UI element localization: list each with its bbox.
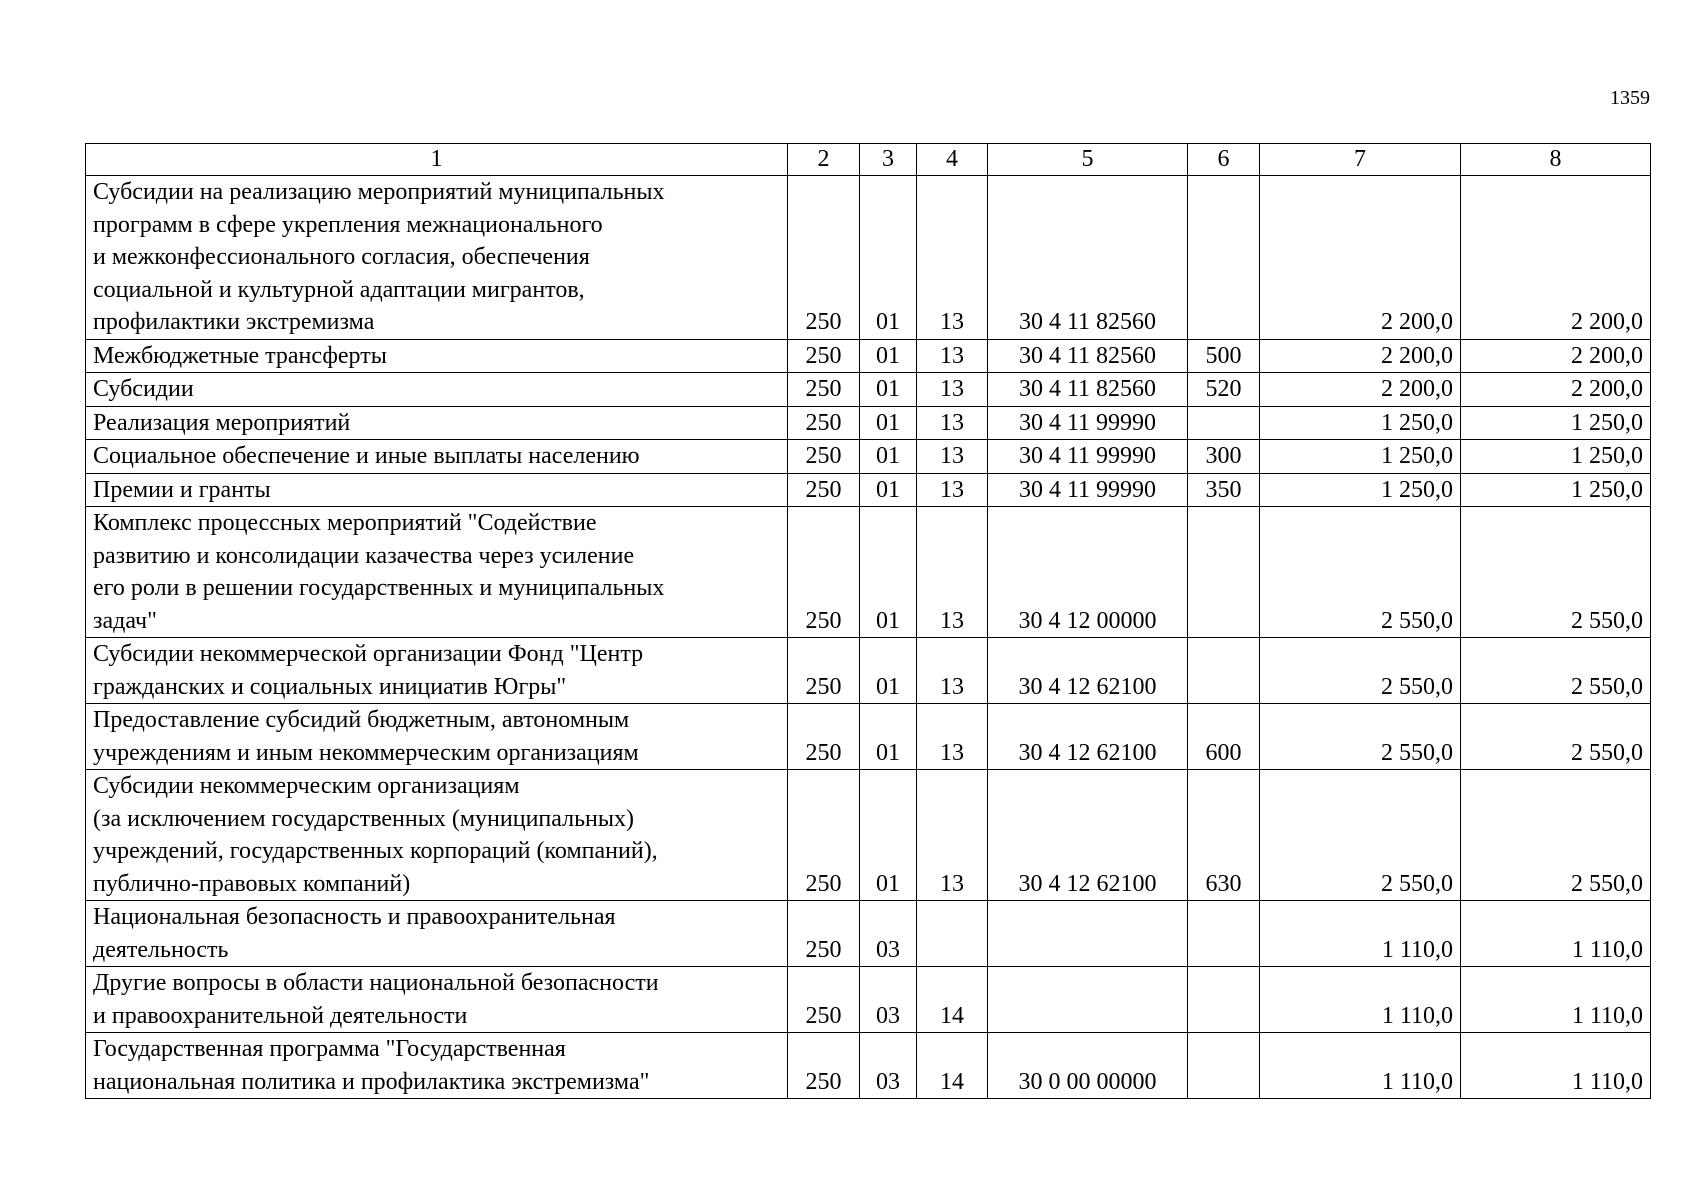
admin-code-cell: 250 (788, 704, 860, 770)
target-article-cell: 30 4 11 82560 (988, 373, 1188, 407)
column-header: 6 (1188, 144, 1260, 176)
column-header: 1 (86, 144, 788, 176)
budget-table (85, 143, 1651, 1099)
subsection-code-cell: 14 (917, 967, 988, 1033)
amount-col8-cell: 1 250,0 (1461, 406, 1651, 440)
amount-col7-cell: 2 550,0 (1260, 638, 1461, 704)
target-article-cell: 30 4 11 82560 (988, 176, 1188, 340)
amount-col7-cell: 2 200,0 (1260, 339, 1461, 373)
amount-col8-cell: 2 200,0 (1461, 373, 1651, 407)
target-article-cell: 30 0 00 00000 (988, 1033, 1188, 1099)
admin-code-cell: 250 (788, 339, 860, 373)
admin-code-cell: 250 (788, 1033, 860, 1099)
expense-type-cell: 350 (1188, 473, 1260, 507)
amount-col8-cell: 1 110,0 (1461, 967, 1651, 1033)
row-name-cell: Субсидии (86, 373, 788, 407)
column-header: 3 (860, 144, 917, 176)
table-row (86, 373, 1651, 407)
amount-col7-cell: 2 550,0 (1260, 704, 1461, 770)
expense-type-cell: 300 (1188, 440, 1260, 474)
table-row (86, 339, 1651, 373)
subsection-code-cell: 13 (917, 339, 988, 373)
expense-type-cell: 500 (1188, 339, 1260, 373)
section-code-cell: 01 (860, 638, 917, 704)
target-article-cell: 30 4 11 82560 (988, 339, 1188, 373)
table-row (86, 704, 1651, 770)
amount-col8-cell: 1 250,0 (1461, 473, 1651, 507)
amount-col8-cell: 2 200,0 (1461, 339, 1651, 373)
amount-col7-cell: 1 110,0 (1260, 967, 1461, 1033)
column-header: 4 (917, 144, 988, 176)
amount-col7-cell: 1 110,0 (1260, 901, 1461, 967)
row-name-cell: Государственная программа "Государственная национальная политика и профилактика экстремизма" (86, 1033, 788, 1099)
table-row (86, 901, 1651, 967)
amount-col7-cell: 1 110,0 (1260, 1033, 1461, 1099)
subsection-code-cell: 13 (917, 473, 988, 507)
admin-code-cell: 250 (788, 406, 860, 440)
row-name-cell: Другие вопросы в области национальной безопасности и правоохранительной деятельности (86, 967, 788, 1033)
section-code-cell: 03 (860, 901, 917, 967)
expense-type-cell (1188, 176, 1260, 340)
table-row (86, 770, 1651, 901)
column-header: 8 (1461, 144, 1651, 176)
admin-code-cell: 250 (788, 967, 860, 1033)
amount-col8-cell: 2 550,0 (1461, 770, 1651, 901)
expense-type-cell (1188, 1033, 1260, 1099)
target-article-cell (988, 967, 1188, 1033)
section-code-cell: 01 (860, 770, 917, 901)
page-number: 1359 (1610, 87, 1650, 109)
admin-code-cell: 250 (788, 373, 860, 407)
section-code-cell: 01 (860, 339, 917, 373)
row-name-cell: Премии и гранты (86, 473, 788, 507)
table-row (86, 176, 1651, 340)
amount-col8-cell: 2 200,0 (1461, 176, 1651, 340)
subsection-code-cell: 13 (917, 638, 988, 704)
table-row (86, 473, 1651, 507)
admin-code-cell: 250 (788, 176, 860, 340)
expense-type-cell (1188, 901, 1260, 967)
section-code-cell: 01 (860, 373, 917, 407)
target-article-cell: 30 4 12 62100 (988, 704, 1188, 770)
amount-col8-cell: 1 250,0 (1461, 440, 1651, 474)
target-article-cell: 30 4 12 00000 (988, 507, 1188, 638)
subsection-code-cell: 13 (917, 507, 988, 638)
subsection-code-cell (917, 901, 988, 967)
column-header: 5 (988, 144, 1188, 176)
amount-col7-cell: 1 250,0 (1260, 473, 1461, 507)
target-article-cell: 30 4 12 62100 (988, 770, 1188, 901)
row-name-cell: Социальное обеспечение и иные выплаты населению (86, 440, 788, 474)
section-code-cell: 01 (860, 704, 917, 770)
amount-col7-cell: 1 250,0 (1260, 440, 1461, 474)
section-code-cell: 03 (860, 967, 917, 1033)
expense-type-cell: 630 (1188, 770, 1260, 901)
target-article-cell: 30 4 11 99990 (988, 440, 1188, 474)
expense-type-cell (1188, 967, 1260, 1033)
row-name-cell: Реализация мероприятий (86, 406, 788, 440)
expense-type-cell: 600 (1188, 704, 1260, 770)
section-code-cell: 01 (860, 176, 917, 340)
row-name-cell: Субсидии на реализацию мероприятий муниципальных программ в сфере укрепления межнационального и межконфессионального согласия, обеспечения социальной и культурной адаптации мигрантов, профилактики экстремизма (86, 176, 788, 340)
target-article-cell: 30 4 11 99990 (988, 473, 1188, 507)
expense-type-cell (1188, 638, 1260, 704)
amount-col8-cell: 2 550,0 (1461, 638, 1651, 704)
row-name-cell: Национальная безопасность и правоохранительная деятельность (86, 901, 788, 967)
subsection-code-cell: 13 (917, 770, 988, 901)
row-name-cell: Межбюджетные трансферты (86, 339, 788, 373)
expense-type-cell (1188, 406, 1260, 440)
subsection-code-cell: 13 (917, 373, 988, 407)
target-article-cell (988, 901, 1188, 967)
admin-code-cell: 250 (788, 440, 860, 474)
table-row (86, 1033, 1651, 1099)
subsection-code-cell: 14 (917, 1033, 988, 1099)
table-row (86, 440, 1651, 474)
row-name-cell: Субсидии некоммерческим организациям (за исключением государственных (муниципальных) учреждений, государственных корпораций (компаний), публично-правовых компаний) (86, 770, 788, 901)
target-article-cell: 30 4 12 62100 (988, 638, 1188, 704)
section-code-cell: 01 (860, 406, 917, 440)
section-code-cell: 03 (860, 1033, 917, 1099)
row-name-cell: Комплекс процессных мероприятий "Содействие развитию и консолидации казачества через усиление его роли в решении государственных и муниципальных задач" (86, 507, 788, 638)
table-row (86, 507, 1651, 638)
amount-col8-cell: 2 550,0 (1461, 507, 1651, 638)
column-header: 7 (1260, 144, 1461, 176)
expense-type-cell: 520 (1188, 373, 1260, 407)
target-article-cell: 30 4 11 99990 (988, 406, 1188, 440)
amount-col8-cell: 2 550,0 (1461, 704, 1651, 770)
row-name-cell: Предоставление субсидий бюджетным, автономным учреждениям и иным некоммерческим организациям (86, 704, 788, 770)
subsection-code-cell: 13 (917, 440, 988, 474)
column-header: 2 (788, 144, 860, 176)
table-row (86, 967, 1651, 1033)
section-code-cell: 01 (860, 507, 917, 638)
subsection-code-cell: 13 (917, 176, 988, 340)
admin-code-cell: 250 (788, 901, 860, 967)
amount-col8-cell: 1 110,0 (1461, 1033, 1651, 1099)
subsection-code-cell: 13 (917, 406, 988, 440)
admin-code-cell: 250 (788, 507, 860, 638)
table-row (86, 638, 1651, 704)
admin-code-cell: 250 (788, 473, 860, 507)
expense-type-cell (1188, 507, 1260, 638)
amount-col7-cell: 2 200,0 (1260, 176, 1461, 340)
amount-col7-cell: 2 550,0 (1260, 770, 1461, 901)
section-code-cell: 01 (860, 440, 917, 474)
row-name-cell: Субсидии некоммерческой организации Фонд "Центр гражданских и социальных инициатив Югры" (86, 638, 788, 704)
amount-col8-cell: 1 110,0 (1461, 901, 1651, 967)
admin-code-cell: 250 (788, 770, 860, 901)
amount-col7-cell: 2 550,0 (1260, 507, 1461, 638)
table-header-row (86, 144, 1651, 176)
subsection-code-cell: 13 (917, 704, 988, 770)
admin-code-cell: 250 (788, 638, 860, 704)
table-row (86, 406, 1651, 440)
amount-col7-cell: 2 200,0 (1260, 373, 1461, 407)
amount-col7-cell: 1 250,0 (1260, 406, 1461, 440)
section-code-cell: 01 (860, 473, 917, 507)
